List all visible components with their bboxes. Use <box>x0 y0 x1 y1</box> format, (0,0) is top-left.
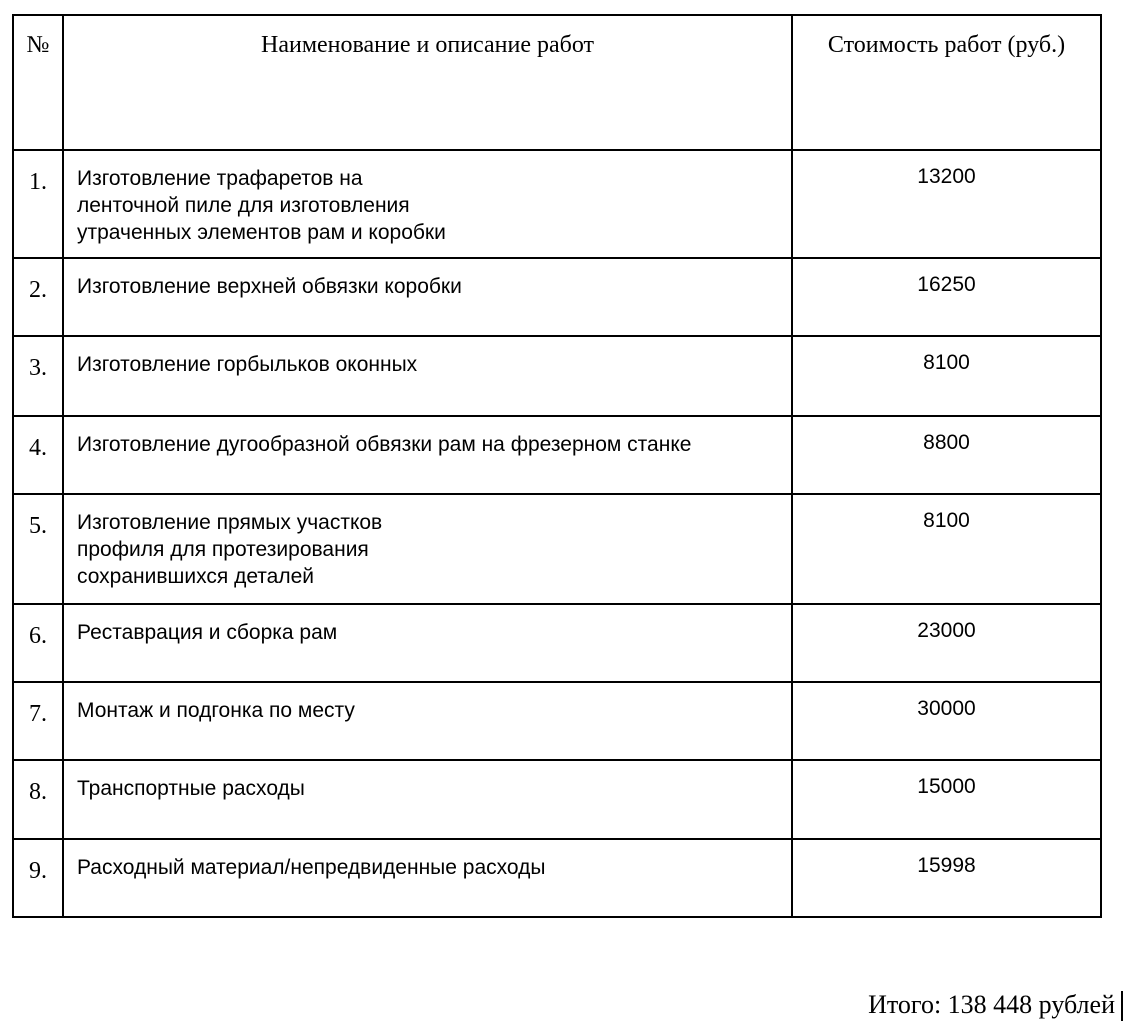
row-description <box>63 494 792 604</box>
row-description <box>63 760 792 839</box>
row-description <box>63 258 792 336</box>
table-row <box>13 682 1101 760</box>
description-line: Изготовление горбыльков оконных <box>77 353 418 376</box>
row-cost: 15000 <box>792 760 1101 839</box>
table-body <box>13 150 1101 917</box>
header-cost: Стоимость работ (руб.) <box>792 15 1101 150</box>
row-cost: 15998 <box>792 839 1101 917</box>
row-number: 8. <box>13 760 63 839</box>
header-description: Наименование и описание работ <box>63 15 792 150</box>
row-number: 3. <box>13 336 63 416</box>
table-row <box>13 150 1101 258</box>
row-cost: 8100 <box>792 494 1101 604</box>
row-number: 2. <box>13 258 63 336</box>
table-row <box>13 336 1101 416</box>
description-line: утраченных элементов рам и коробки <box>77 221 446 244</box>
row-description <box>63 604 792 682</box>
table-header-row <box>13 15 1101 150</box>
header-number: № <box>13 15 63 150</box>
table-row <box>13 494 1101 604</box>
description-line: Транспортные расходы <box>77 777 305 800</box>
total-sum: Итого: 138 448 рублей <box>868 990 1115 1019</box>
row-cost: 8800 <box>792 416 1101 494</box>
description-line: Монтаж и подгонка по месту <box>77 699 355 722</box>
description-line: Расходный материал/непредвиденные расходы <box>77 856 546 879</box>
description-line: Реставрация и сборка рам <box>77 621 338 644</box>
row-cost: 8100 <box>792 336 1101 416</box>
table-row <box>13 760 1101 839</box>
row-description <box>63 150 792 258</box>
row-number: 6. <box>13 604 63 682</box>
row-cost: 16250 <box>792 258 1101 336</box>
description-line: Изготовление трафаретов на <box>77 167 363 190</box>
table-row <box>13 258 1101 336</box>
description-line: Изготовление верхней обвязки коробки <box>77 275 462 298</box>
description-line: сохранившихся деталей <box>77 565 315 588</box>
row-number: 4. <box>13 416 63 494</box>
row-number: 1. <box>13 150 63 258</box>
row-description <box>63 682 792 760</box>
description-line: Изготовление прямых участков <box>77 511 383 534</box>
row-cost: 30000 <box>792 682 1101 760</box>
description-line: Изготовление дугообразной обвязки рам на фрезерном станке <box>77 433 692 456</box>
row-description <box>63 336 792 416</box>
row-cost: 23000 <box>792 604 1101 682</box>
row-description <box>63 839 792 917</box>
row-number: 7. <box>13 682 63 760</box>
description-line: ленточной пиле для изготовления <box>77 194 410 217</box>
table-row <box>13 839 1101 917</box>
row-number: 5. <box>13 494 63 604</box>
row-cost: 13200 <box>792 150 1101 258</box>
table-row <box>13 416 1101 494</box>
row-number: 9. <box>13 839 63 917</box>
works-cost-table <box>12 14 1102 918</box>
description-line: профиля для протезирования <box>77 538 369 561</box>
text-cursor <box>1121 991 1123 1021</box>
row-description <box>63 416 792 494</box>
table-row <box>13 604 1101 682</box>
